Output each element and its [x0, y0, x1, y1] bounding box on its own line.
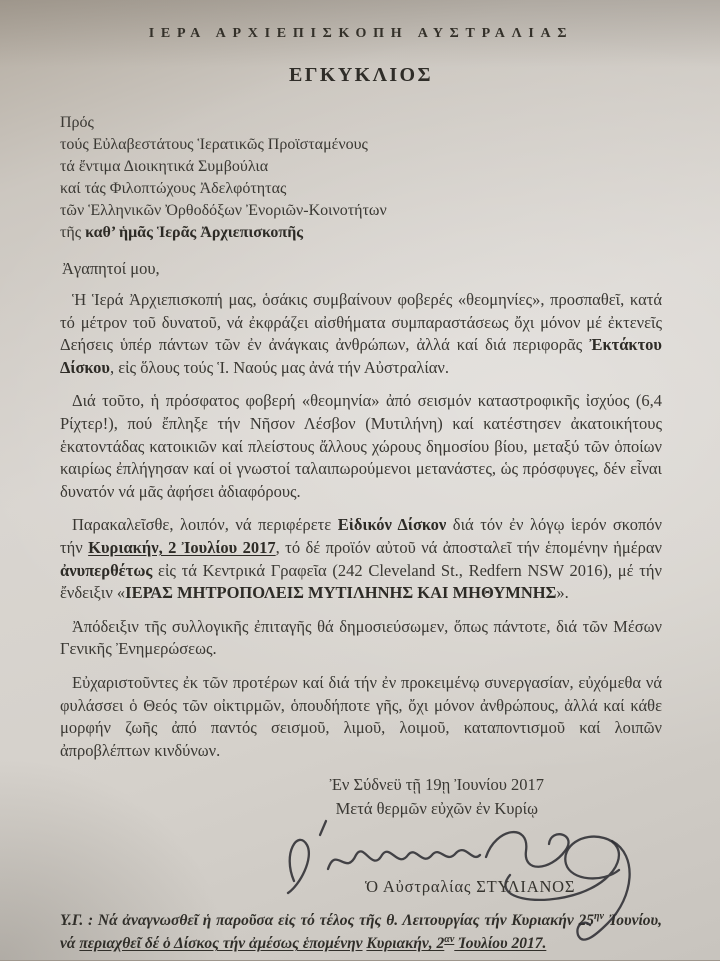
body-paragraph-4: Ἀπόδειξιν τῆς συλλογικῆς ἐπιταγῆς θά δημοσιεύσωμεν, ὅπως πάντοτε, διά τῶν Μέσων Γενικῆς Ἐνημερώσεως.: [60, 616, 662, 659]
recipient-line: καί τάς Φιλοπτώχους Ἀδελφότητας: [60, 180, 287, 197]
signature-block: [60, 823, 662, 897]
dateline-valediction: Μετά θερμῶν εὐχῶν ἐν Κυρίῳ: [335, 799, 538, 819]
dateline-place-date: Ἐν Σύδνεϋ τῇ 19ῃ Ἰουνίου 2017: [329, 775, 544, 795]
signature-printed-name: Ὁ Αὐστραλίας ΣΤΥΛΙΑΝΟΣ: [365, 877, 576, 897]
dateline-block: [330, 773, 544, 821]
body-paragraph-2: Διά τοῦτο, ἡ πρόσφατος φοβερή «θεομηνία» ἀπό σεισμόν καταστροφικῆς ἰσχύος (6,4 Ρίχτερ!), πού ἔπληξε τήν Νῆσον Λέσβον (Μυτιλήνη) καί κατέστησεν ἀκατοικήτους ἑκατοντάδας κατοικιῶν καί πλείστους ἄλλους χώρους δημοσίου βίου, μεταξύ τῶν ὁποίων καιρίως ἐπλήγησαν καί οἱ γνωστοί ταλαιπωρούμενοι μετανάστες, ὡς πρόσφυγες, δέν εἶναι δυνατόν νά μᾶς ἀφήσει ἀδιαφόρους.: [60, 391, 662, 501]
body-paragraph-1: Ἡ Ἱερά Ἀρχιεπισκοπή μας, ὁσάκις συμβαίνουν φοβερές «θεομηνίες», προσπαθεῖ, κατά τό μέτρον τοῦ δυνατοῦ, νά ἐκφράζει αἰσθήματα συμπαραστάσεως ὄχι μόνον μέ ἐκτενεῖς Δεήσεις ὑπέρ πάντων τῶν ἐν ἀνάγκαις ἀνθρώπων, ἀλλά καί διά περιφορᾶς Ἐκτάκτου Δίσκου, εἰς ὅλους τούς Ἱ. Ναούς μας ἀνά τήν Αὐστραλίαν.: [60, 290, 662, 377]
salutation: Ἀγαπητοί μου,: [62, 259, 160, 278]
document-title: ΕΓΚΥΚΛΙΟΣ: [289, 64, 433, 86]
recipients-block: [60, 112, 662, 244]
postscript: Υ.Γ. : Νά ἀναγνωσθεῖ ἡ παροῦσα εἰς τό τέλος τῆς θ. Λειτουργίας τήν Κυριακήν $25^{\eta\nu}$ Ἰουνίου, νά περιαχθεῖ δέ ὁ Δίσκος τήν ἀμέσως ἑπομένην Κυριακήν, $2^{\alpha\nu}$ Ἰουλίου 2017.: [60, 911, 662, 953]
recipient-line: Πρός: [60, 114, 94, 131]
body-paragraph-5: Εὐχαριστοῦντες ἐκ τῶν προτέρων καί διά τήν ἐν προκειμένῳ συνεργασίαν, εὐχόμεθα νά φυλάσσει ὁ Θεός τῶν οἰκτιρμῶν, ὁπουδήποτε γῆς, ὄχι μόνον ἀνθρώπους, ἀλλά καί κάθε μορφήν ζωῆς ἀπό παντός σεισμοῦ, λιμοῦ, λοιμοῦ, καταποντισμοῦ καί λοιπῶν ἀπροβλέπτων κινδύνων.: [60, 672, 662, 760]
recipient-line: τά ἔντιμα Διοικητικά Συμβούλια: [60, 158, 269, 175]
recipient-line: τῶν Ἑλληνικῶν Ὀρθοδόξων Ἐνοριῶν-Κοινοτήτων: [60, 202, 387, 219]
recipient-line: τούς Εὐλαβεστάτους Ἱερατικῶς Προϊσταμένους: [60, 136, 368, 153]
recipient-line: τῆς καθ’ ἡμᾶς Ἱερᾶς Ἀρχιεπισκοπῆς: [60, 224, 304, 241]
body-paragraph-3: Παρακαλεῖσθε, λοιπόν, νά περιφέρετε Εἰδικόν Δίσκον διά τόν ἐν λόγῳ ἱερόν σκοπόν τήν Κυριακήν, 2 Ἰουλίου 2017, τό δέ προϊόν αὐτοῦ νά ἀποσταλεῖ τήν ἑπομένην ἡμέραν ἀνυπερθέτως εἰς τά Κεντρικά Γραφεῖα (242 Cleveland St., Redfern NSW 2016), μέ τήν ἔνδειξιν «ΙΕΡΑΣ ΜΗΤΡΟΠΟΛΕΙΣ ΜΥΤΙΛΗΝΗΣ ΚΑΙ ΜΗΘΥΜΝΗΣ».: [60, 515, 662, 603]
letterhead-organization: ΙΕΡΑ ΑΡΧΙΕΠΙΣΚΟΠΗ ΑΥΣΤΡΑΛΙΑΣ: [148, 26, 574, 41]
